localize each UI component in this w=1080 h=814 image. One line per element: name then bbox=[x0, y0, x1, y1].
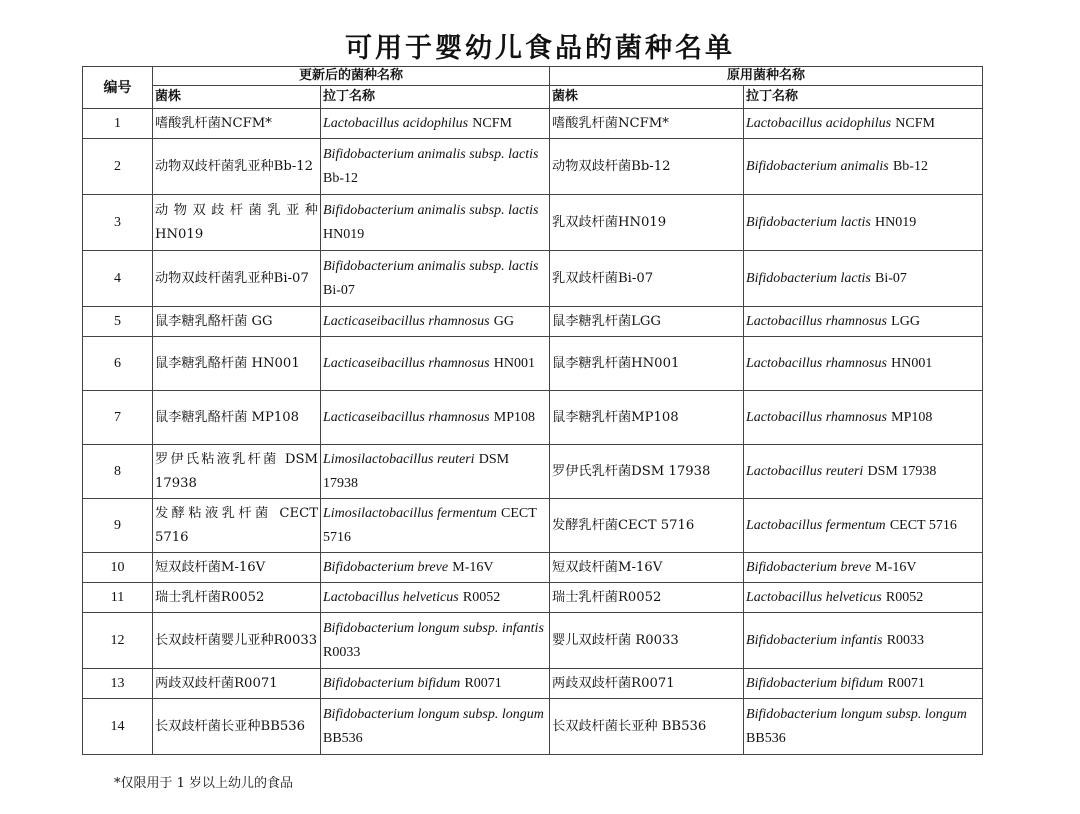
new-latin-binomial: Lactobacillus helveticus bbox=[323, 589, 459, 605]
old-strain-name: 长双歧杆菌长亚种 BB536 bbox=[550, 699, 744, 755]
new-latin-name bbox=[321, 139, 550, 195]
old-latin-binomial: Lactobacillus rhamnosus bbox=[746, 355, 887, 371]
new-strain-code: GG bbox=[493, 313, 515, 329]
table-row bbox=[83, 337, 983, 391]
row-number: 14 bbox=[83, 699, 153, 755]
table-row bbox=[83, 195, 983, 251]
old-latin-binomial: Lactobacillus fermentum bbox=[746, 517, 886, 533]
old-latin-name bbox=[744, 499, 983, 553]
old-strain-code: LGG bbox=[891, 313, 920, 329]
old-strain-code: CECT 5716 bbox=[889, 517, 957, 533]
new-latin-name bbox=[321, 553, 550, 583]
new-strain-name: 嗜酸乳杆菌NCFM* bbox=[153, 109, 321, 139]
old-latin-name bbox=[744, 391, 983, 445]
new-latin-binomial: Bifidobacterium breve bbox=[323, 559, 449, 575]
old-strain-code: MP108 bbox=[891, 409, 933, 425]
new-strain-name: 鼠李糖乳酪杆菌 HN001 bbox=[153, 337, 321, 391]
old-latin-binomial: Bifidobacterium lactis bbox=[746, 214, 871, 230]
new-strain-code: M-16V bbox=[452, 559, 494, 575]
row-number: 4 bbox=[83, 251, 153, 307]
old-strain-name: 乳双歧杆菌Bi-07 bbox=[550, 251, 744, 307]
footnote: *仅限用于 1 岁以上幼儿的食品 bbox=[114, 776, 294, 791]
old-latin-binomial: Lactobacillus rhamnosus bbox=[746, 409, 887, 425]
strain-table bbox=[82, 66, 983, 755]
row-number: 7 bbox=[83, 391, 153, 445]
old-latin-name bbox=[744, 553, 983, 583]
header-new-latin: 拉丁名称 bbox=[321, 86, 550, 109]
new-strain-code: BB536 bbox=[323, 730, 363, 746]
old-strain-name: 乳双歧杆菌HN019 bbox=[550, 195, 744, 251]
old-strain-code: R0052 bbox=[885, 589, 924, 605]
row-number: 8 bbox=[83, 445, 153, 499]
old-strain-name: 婴儿双歧杆菌 R0033 bbox=[550, 613, 744, 669]
old-latin-name bbox=[744, 109, 983, 139]
table-row bbox=[83, 583, 983, 613]
old-latin-name bbox=[744, 139, 983, 195]
old-latin-binomial: Lactobacillus helveticus bbox=[746, 589, 882, 605]
old-strain-code: HN019 bbox=[875, 214, 917, 230]
table-row bbox=[83, 307, 983, 337]
new-strain-code: NCFM bbox=[472, 115, 512, 131]
old-latin-name bbox=[744, 613, 983, 669]
new-strain-code: DSM 17938 bbox=[323, 451, 510, 491]
old-latin-binomial: Bifidobacterium breve bbox=[746, 559, 872, 575]
old-strain-code: NCFM bbox=[895, 115, 935, 131]
new-strain-name: 动物双歧杆菌乳亚种HN019 bbox=[153, 195, 321, 251]
row-number: 3 bbox=[83, 195, 153, 251]
table-row bbox=[83, 499, 983, 553]
table-row bbox=[83, 251, 983, 307]
header-old-latin: 拉丁名称 bbox=[744, 86, 983, 109]
new-latin-name bbox=[321, 391, 550, 445]
new-latin-name bbox=[321, 251, 550, 307]
old-latin-name bbox=[744, 307, 983, 337]
old-strain-name: 鼠李糖乳杆菌LGG bbox=[550, 307, 744, 337]
old-strain-name: 鼠李糖乳杆菌MP108 bbox=[550, 391, 744, 445]
new-latin-name bbox=[321, 307, 550, 337]
table-row bbox=[83, 553, 983, 583]
new-strain-code: Bb-12 bbox=[323, 170, 358, 186]
new-latin-name bbox=[321, 109, 550, 139]
new-latin-binomial: Lacticaseibacillus rhamnosus bbox=[323, 355, 490, 371]
old-strain-name: 鼠李糖乳杆菌HN001 bbox=[550, 337, 744, 391]
table-row bbox=[83, 391, 983, 445]
table-row bbox=[83, 139, 983, 195]
old-latin-binomial: Bifidobacterium lactis bbox=[746, 270, 871, 286]
new-latin-name bbox=[321, 699, 550, 755]
old-strain-name: 两歧双歧杆菌R0071 bbox=[550, 669, 744, 699]
new-latin-binomial: Lacticaseibacillus rhamnosus bbox=[323, 409, 490, 425]
old-strain-name: 瑞士乳杆菌R0052 bbox=[550, 583, 744, 613]
new-latin-binomial: Bifidobacterium animalis subsp. lactis bbox=[323, 258, 539, 274]
old-latin-name bbox=[744, 583, 983, 613]
new-strain-name: 鼠李糖乳酪杆菌 MP108 bbox=[153, 391, 321, 445]
old-latin-name bbox=[744, 445, 983, 499]
new-strain-name: 动物双歧杆菌乳亚种Bb-12 bbox=[153, 139, 321, 195]
new-latin-binomial: Bifidobacterium longum subsp. infantis bbox=[323, 620, 544, 636]
old-latin-binomial: Lactobacillus acidophilus bbox=[746, 115, 892, 131]
old-strain-code: BB536 bbox=[746, 730, 786, 746]
document-title: 可用于婴幼儿食品的菌种名单 bbox=[345, 33, 735, 64]
new-latin-binomial: Limosilactobacillus reuteri bbox=[323, 451, 475, 467]
old-strain-name: 短双歧杆菌M-16V bbox=[550, 553, 744, 583]
old-latin-name bbox=[744, 251, 983, 307]
row-number: 13 bbox=[83, 669, 153, 699]
new-strain-code: R0052 bbox=[462, 589, 501, 605]
new-latin-binomial: Bifidobacterium bifidum bbox=[323, 675, 461, 691]
table-row bbox=[83, 613, 983, 669]
new-strain-code: HN001 bbox=[493, 355, 536, 371]
row-number: 10 bbox=[83, 553, 153, 583]
table-row bbox=[83, 445, 983, 499]
old-strain-code: DSM 17938 bbox=[867, 463, 937, 479]
new-strain-name: 短双歧杆菌M-16V bbox=[153, 553, 321, 583]
new-strain-code: MP108 bbox=[493, 409, 536, 425]
new-latin-name bbox=[321, 445, 550, 499]
old-latin-binomial: Lactobacillus rhamnosus bbox=[746, 313, 887, 329]
row-number: 11 bbox=[83, 583, 153, 613]
new-latin-binomial: Bifidobacterium animalis subsp. lactis bbox=[323, 202, 539, 218]
header-new-strain: 菌株 bbox=[153, 86, 321, 109]
old-latin-binomial: Bifidobacterium bifidum bbox=[746, 675, 884, 691]
header-original-names: 原用菌种名称 bbox=[550, 67, 983, 86]
new-strain-name: 发酵粘液乳杆菌 CECT 5716 bbox=[153, 499, 321, 553]
new-strain-name: 长双歧杆菌长亚种BB536 bbox=[153, 699, 321, 755]
new-latin-name bbox=[321, 337, 550, 391]
old-latin-name bbox=[744, 195, 983, 251]
old-latin-binomial: Bifidobacterium longum subsp. longum bbox=[746, 706, 967, 722]
old-strain-code: Bi-07 bbox=[875, 270, 907, 286]
new-latin-name bbox=[321, 669, 550, 699]
table-row bbox=[83, 109, 983, 139]
old-strain-code: R0033 bbox=[886, 632, 925, 648]
row-number: 12 bbox=[83, 613, 153, 669]
header-row-columns bbox=[83, 86, 983, 109]
new-strain-code: HN019 bbox=[323, 226, 365, 242]
row-number: 1 bbox=[83, 109, 153, 139]
row-number: 6 bbox=[83, 337, 153, 391]
old-latin-binomial: Bifidobacterium infantis bbox=[746, 632, 883, 648]
old-latin-binomial: Bifidobacterium animalis bbox=[746, 158, 889, 174]
new-strain-name: 长双歧杆菌婴儿亚种R0033 bbox=[153, 613, 321, 669]
new-latin-name bbox=[321, 583, 550, 613]
old-latin-binomial: Lactobacillus reuteri bbox=[746, 463, 864, 479]
old-strain-name: 动物双歧杆菌Bb-12 bbox=[550, 139, 744, 195]
header-row-groups bbox=[83, 67, 983, 86]
new-latin-binomial: Lacticaseibacillus rhamnosus bbox=[323, 313, 490, 329]
header-old-strain: 菌株 bbox=[550, 86, 744, 109]
old-latin-name bbox=[744, 337, 983, 391]
new-strain-name: 鼠李糖乳酪杆菌 GG bbox=[153, 307, 321, 337]
old-latin-name bbox=[744, 699, 983, 755]
table-row bbox=[83, 699, 983, 755]
strain-table-body bbox=[83, 109, 983, 755]
new-latin-name bbox=[321, 195, 550, 251]
row-number: 9 bbox=[83, 499, 153, 553]
new-strain-name: 动物双歧杆菌乳亚种Bi-07 bbox=[153, 251, 321, 307]
old-strain-code: Bb-12 bbox=[892, 158, 928, 174]
old-strain-name: 嗜酸乳杆菌NCFM* bbox=[550, 109, 744, 139]
new-latin-binomial: Bifidobacterium longum subsp. longum bbox=[323, 706, 544, 722]
new-strain-code: CECT 5716 bbox=[323, 505, 537, 545]
old-strain-code: R0071 bbox=[887, 675, 925, 691]
old-latin-name bbox=[744, 669, 983, 699]
new-strain-name: 罗伊氏粘液乳杆菌 DSM 17938 bbox=[153, 445, 321, 499]
new-latin-binomial: Bifidobacterium animalis subsp. lactis bbox=[323, 146, 539, 162]
row-number: 5 bbox=[83, 307, 153, 337]
new-latin-binomial: Lactobacillus acidophilus bbox=[323, 115, 469, 131]
new-strain-code: R0071 bbox=[464, 675, 502, 691]
old-strain-name: 发酵乳杆菌CECT 5716 bbox=[550, 499, 744, 553]
new-latin-name bbox=[321, 613, 550, 669]
header-number: 编号 bbox=[83, 67, 153, 109]
new-strain-code: Bi-07 bbox=[323, 282, 355, 298]
old-strain-name: 罗伊氏乳杆菌DSM 17938 bbox=[550, 445, 744, 499]
old-strain-code: HN001 bbox=[891, 355, 933, 371]
new-strain-code: R0033 bbox=[323, 644, 361, 660]
new-latin-name bbox=[321, 499, 550, 553]
header-updated-names: 更新后的菌种名称 bbox=[153, 67, 550, 86]
new-latin-binomial: Limosilactobacillus fermentum bbox=[323, 505, 497, 521]
new-strain-name: 两歧双歧杆菌R0071 bbox=[153, 669, 321, 699]
row-number: 2 bbox=[83, 139, 153, 195]
table-row bbox=[83, 669, 983, 699]
new-strain-name: 瑞士乳杆菌R0052 bbox=[153, 583, 321, 613]
old-strain-code: M-16V bbox=[875, 559, 917, 575]
